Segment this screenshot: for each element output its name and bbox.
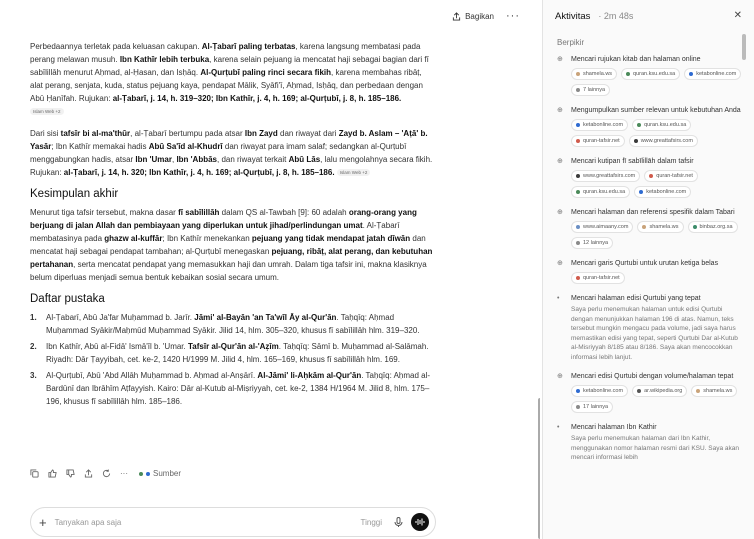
source-favicon-icon	[139, 472, 143, 476]
favicon-icon	[649, 174, 653, 178]
text-run: , lalu mengolahnya secara fikih. Rujukan:	[30, 155, 433, 177]
text-run: , al-Ṭabarī bertumpu pada atsar	[130, 129, 245, 138]
more-actions-icon[interactable]: ···	[120, 469, 128, 478]
source-chip-label: ketabonline.com	[646, 189, 687, 195]
source-chip[interactable]: Islam Web +2	[337, 169, 371, 176]
activity-panel	[543, 0, 754, 539]
text-run: Dari sisi	[30, 129, 61, 138]
source-list	[571, 272, 742, 284]
text-run: , karena langsung membatasi pada perang melawan musuh.	[30, 42, 421, 64]
thumbs-up-icon[interactable]	[48, 469, 57, 478]
source-list	[571, 68, 742, 96]
activity-step-body	[571, 208, 742, 249]
sources-button[interactable]	[139, 469, 181, 478]
copy-icon[interactable]	[30, 469, 39, 478]
plus-icon[interactable]: +	[39, 514, 47, 530]
activity-header	[555, 11, 633, 22]
bold-text: Zayd b. Aslam – 'Aṭā' b. Yasār	[30, 129, 428, 151]
source-chip-label: shamela.ws	[649, 224, 679, 230]
close-icon[interactable]: ✕	[733, 10, 742, 21]
bold-text: Ibn 'Umar	[135, 155, 172, 164]
activity-step	[557, 372, 742, 413]
globe-icon: ⊕	[557, 209, 563, 216]
source-chip[interactable]	[691, 385, 737, 397]
share-message-icon[interactable]	[84, 469, 93, 478]
source-chip[interactable]	[634, 186, 691, 198]
bold-text: Ibn Zayd	[244, 129, 278, 138]
bullet-icon: •	[557, 424, 560, 431]
source-chip[interactable]	[629, 135, 698, 147]
paragraph-1-text	[30, 42, 429, 103]
activity-step	[557, 423, 742, 463]
source-chip[interactable]	[571, 272, 625, 284]
activity-step-body	[571, 423, 742, 463]
favicon-icon	[576, 174, 580, 178]
reference-item	[30, 369, 435, 408]
microphone-icon[interactable]	[394, 517, 403, 527]
activity-step-title: Mencari halaman dan referensi spesifik dalam Tabari	[571, 209, 735, 216]
activity-duration: · 2m 48s	[598, 11, 634, 21]
text-run: ; Ibn Kathīr menekankan	[162, 234, 252, 243]
share-icon	[452, 12, 461, 21]
thumbs-down-icon[interactable]	[66, 469, 75, 478]
source-chip[interactable]	[571, 221, 633, 233]
activity-step-title: Mencari kutipan fī sabīlillāh dalam tafsir	[571, 158, 694, 165]
favicon-icon	[576, 389, 580, 393]
share-label: Bagikan	[465, 11, 494, 21]
bold-text: orang-orang yang berjuang di jalan Allah dan pembiayaan yang diperlukan untuk jihad/perlindungan umat	[30, 208, 417, 230]
source-chip[interactable]	[571, 186, 630, 198]
source-chip[interactable]	[632, 385, 687, 397]
reference-number: 2.	[30, 342, 37, 351]
assistant-message	[30, 40, 435, 411]
activity-step-title: Mencari halaman edisi Qurtubi yang tepat	[571, 295, 701, 302]
bold-text: Tafsīr al-Qur'ān al-'Aẓīm	[187, 342, 279, 351]
globe-icon: ⊕	[557, 107, 563, 114]
activity-step	[557, 208, 742, 249]
bold-text: pejuang yang tidak mendapat jatah dīwān	[251, 234, 411, 243]
source-chip-label: ar.wikipedia.org	[644, 388, 683, 394]
favicon-icon	[576, 88, 580, 92]
activity-step	[557, 55, 742, 96]
reference-item	[30, 340, 435, 366]
bold-text: Abū Sa'īd al-Khudrī	[148, 142, 223, 151]
reference-text	[46, 311, 435, 337]
source-list	[571, 170, 742, 198]
paragraph-2-text	[30, 129, 432, 177]
bold-text: al-Ṭabarī, j. 14, h. 320; Ibn Kathīr, j. 4, h. 169; al-Qurṭubī, j. 8, h. 185–186.	[63, 168, 335, 177]
source-chip-label: quran.ksu.edu.sa	[633, 71, 676, 77]
favicon-icon	[693, 225, 697, 229]
source-chip-label: www.greattafsirs.com	[583, 173, 636, 179]
activity-step-body	[571, 372, 742, 413]
bold-text: Al-Jāmi' li-Aḥkām al-Qur'ān	[257, 371, 362, 380]
bold-text: Ibn Kathīr lebih terbuka	[119, 55, 210, 64]
favicon-icon	[576, 405, 580, 409]
message-actions	[30, 469, 181, 478]
activity-step-title: Mencari edisi Qurtubi dengan volume/halaman tepat	[571, 373, 734, 380]
source-chip[interactable]	[621, 68, 680, 80]
favicon-icon	[576, 123, 580, 127]
favicon-icon	[576, 72, 580, 76]
source-chip[interactable]	[644, 170, 698, 182]
paragraph-2	[30, 127, 435, 179]
text-run: , karena membahas ribāṭ, alat perang, senjata, kuda, status pejuang kaya, pendapat Mālik, Syāfi'ī, Aḥmad, Isḥāq, dan perbedaan dengan Abū Ḥanīfah. Rujukan:	[30, 68, 423, 103]
bold-text: Al-Ṭabarī paling terbatas	[201, 42, 296, 51]
globe-icon: ⊕	[557, 260, 563, 267]
source-chip-label: 17 lainnya	[583, 404, 609, 410]
bold-text: al-Ṭabarī, j. 14, h. 319–320; Ibn Kathīr, j. 4, h. 169; al-Qurṭubī, j. 8, h. 185–186.	[112, 94, 402, 103]
thinking-label: Berpikir	[557, 38, 585, 47]
text-run: Al-Qurṭubī, Abū 'Abd Allāh Muḥammad b. Aḥmad al-Anṣārī.	[46, 371, 258, 380]
activity-step-body	[571, 259, 742, 284]
source-chip[interactable]	[571, 170, 640, 182]
source-chip-label: 7 lainnya	[583, 87, 606, 93]
activity-step-description: Saya perlu menemukan halaman untuk edisi Qurtubi dengan menunjukkan halaman 196 di atas. Namun, teks tersebut mungkin mengacu pada volume, jadi saya harus memastikan edisi yang tepat, seperti Qurtubi Dar al-Kutub al-Misriyyah 8/185 atau 8/186. Saya akan mencocokkan informasi lebih lanjut.	[571, 306, 738, 361]
source-chip-label: quran-tafsir.net	[656, 173, 693, 179]
globe-icon: ⊕	[557, 56, 563, 63]
text-run: . Taḥqīq: Aḥmad al-Bardūnī dan Ibrāhīm Aṭfayyish. Kairo: Dār al-Kutub al-Miṣriyyah, cet. ke-2, 1384 H/1964 M. Jilid 8, hlm. 175–196, khusus fī sabīlillāh hlm. 185–186.	[46, 371, 431, 406]
prompt-input[interactable]: Tanyakan apa saja	[54, 517, 122, 527]
references-heading: Daftar pustaka	[30, 293, 105, 305]
favicon-icon	[576, 225, 580, 229]
bold-text: ghazw al-kuffār	[104, 234, 163, 243]
chat-scrollbar[interactable]	[538, 398, 540, 539]
source-chip-label: 12 lainnya	[583, 240, 609, 246]
globe-icon: ⊕	[557, 373, 563, 380]
source-chip[interactable]	[571, 385, 628, 397]
source-chip-label: binbaz.org.sa	[699, 224, 733, 230]
bullet-icon: •	[557, 295, 560, 302]
text-run: . Taḥqīq: Aḥmad Muḥammad Syākir/Maḥmūd Muḥammad Syākir. Jilid 14, hlm. 305–320, khusus fī sabīlillāh hlm. 319–320.	[46, 313, 420, 335]
bold-text: fī sabīlillāh	[178, 208, 220, 217]
activity-step	[557, 106, 742, 147]
favicon-icon	[634, 139, 638, 143]
bold-text: Jāmi' al-Bayān 'an Ta'wīl Āy al-Qur'ān	[194, 313, 337, 322]
bold-text: Abū Lās	[288, 155, 321, 164]
source-list	[571, 221, 742, 249]
activity-step-description: Saya perlu menemukan halaman dari Ibn Kathir, menggunakan nomor halaman resmi dari KSU. Saya akan mencari informasi lebih	[571, 435, 740, 461]
text-run: ; Ibn Kathīr memakai hadis	[51, 142, 149, 151]
regenerate-icon[interactable]	[102, 469, 111, 478]
activity-step-title: Mencari rujukan kitab dan halaman online	[571, 56, 701, 63]
paragraph-1	[30, 40, 435, 118]
favicon-icon	[637, 123, 641, 127]
activity-step-body	[571, 106, 742, 147]
source-list	[571, 385, 742, 413]
favicon-icon	[689, 72, 693, 76]
activity-title: Aktivitas	[555, 11, 591, 22]
source-list	[571, 119, 742, 147]
source-chip[interactable]	[571, 237, 613, 249]
text-run: Al-Ṭabarī, Abū Ja'far Muḥammad b. Jarīr.	[46, 313, 195, 322]
source-chip[interactable]	[688, 221, 738, 233]
activity-step-body	[571, 157, 742, 198]
activity-step-title: Mengumpulkan sumber relevan untuk kebutuhan Anda	[571, 107, 741, 114]
reference-number: 1.	[30, 313, 37, 322]
favicon-icon	[576, 241, 580, 245]
reference-item	[30, 311, 435, 337]
source-favicon-icon	[146, 472, 150, 476]
text-run: , serta mencatat pendapat yang memasukkan haji dan umrah. Dalam tiga tafsir ini, makna klasiknya belum diperluas menjadi semua bentuk kebaikan sosial secara umum.	[30, 260, 427, 282]
share-button[interactable]	[452, 12, 494, 21]
text-run: Ibn Kathīr, Abū al-Fidā' Ismā'īl b. 'Umar.	[46, 342, 188, 351]
source-chip-label: shamela.ws	[703, 388, 733, 394]
source-chip[interactable]	[684, 68, 741, 80]
favicon-icon	[696, 389, 700, 393]
sources-label: Sumber	[153, 469, 182, 478]
source-chip-label: ketabonline.com	[696, 71, 737, 77]
source-chip-label: ketabonline.com	[583, 388, 624, 394]
references-list	[30, 311, 435, 408]
source-chip-label: quran.ksu.edu.sa	[644, 122, 687, 128]
text-run: Menurut tiga tafsir tersebut, makna dasar	[30, 208, 179, 217]
text-run: . Al-Ṭabarī membatasinya pada	[30, 221, 400, 243]
text-run: , dan riwayat terkait	[217, 155, 289, 164]
activity-step-title: Mencari garis Qurtubi untuk urutan ketiga belas	[571, 260, 719, 267]
reference-text	[46, 369, 435, 408]
bold-text: Ibn 'Abbās	[176, 155, 218, 164]
voice-mode-button[interactable]	[411, 513, 429, 531]
activity-step	[557, 294, 742, 362]
source-chip-label: shamela.ws	[583, 71, 613, 77]
model-selector[interactable]: Tinggi	[360, 517, 382, 527]
waveform-icon	[415, 518, 425, 526]
paragraph-3	[30, 206, 435, 284]
source-chip[interactable]	[637, 221, 683, 233]
source-chip[interactable]	[632, 119, 691, 131]
source-chip-label: www.aimaany.com	[583, 224, 629, 230]
activity-step-body	[571, 55, 742, 96]
more-options-button[interactable]: ···	[506, 10, 520, 22]
text-run: dan riwayat para imam salaf; sedangkan al-Qurṭubī menggabungkan hadis, atsar	[30, 142, 407, 164]
globe-icon: ⊕	[557, 158, 563, 165]
activity-scrollbar[interactable]	[742, 34, 746, 60]
bold-text: Al-Qurṭubī paling rinci secara fikih	[200, 68, 332, 77]
text-run: dan riwayat dari	[277, 129, 339, 138]
activity-steps	[557, 55, 742, 473]
source-chip-label: ketabonline.com	[583, 122, 624, 128]
text-run: Perbedaannya terletak pada keluasan cakupan.	[30, 42, 202, 51]
paragraph-3-text	[30, 208, 432, 282]
top-bar	[452, 10, 520, 22]
activity-step-title: Mencari halaman Ibn Kathir	[571, 424, 657, 431]
source-chip[interactable]	[571, 135, 625, 147]
favicon-icon	[637, 389, 641, 393]
activity-step-body	[571, 294, 742, 362]
conclusion-heading: Kesimpulan akhir	[30, 188, 119, 200]
text-run: , karena selain pejuang ia mencatat haji sebagai bagian dari fī sabīlillāh menurut Aḥmad, al-Ḥasan, dan Isḥāq.	[30, 55, 429, 77]
favicon-icon	[642, 225, 646, 229]
source-chip[interactable]	[571, 401, 613, 413]
text-run: . Taḥqīq: Sāmī b. Muḥammad al-Salāmah. Riyadh: Dār Ṭayyibah, cet. ke-2, 1420 H/1999 M. Jilid 4, hlm. 165–169, khusus fī sabīlillāh hlm. 169.	[46, 342, 429, 364]
favicon-icon	[626, 72, 630, 76]
source-chip-label: www.greattafsirs.com	[640, 138, 693, 144]
source-chip[interactable]	[571, 119, 628, 131]
source-chip-label: quran-tafsir.net	[583, 138, 620, 144]
composer[interactable]	[30, 507, 436, 537]
source-chip[interactable]	[571, 84, 610, 96]
source-chip-label: quran.ksu.edu.sa	[583, 189, 626, 195]
source-chip[interactable]	[571, 68, 617, 80]
bold-text: tafsīr bi al-ma'thūr	[60, 129, 131, 138]
text-run: dan mencatat haji sebagai pendapat tambahan; al-Qurṭubī menegaskan	[30, 234, 426, 256]
bold-text: pejuang, ribāṭ, alat perang, dan kebutuhan pertahanan	[30, 247, 433, 269]
source-chip-label: quran-tafsir.net	[583, 275, 620, 281]
favicon-icon	[576, 190, 580, 194]
favicon-icon	[576, 276, 580, 280]
reference-text	[46, 340, 435, 366]
text-run: ,	[171, 155, 177, 164]
favicon-icon	[639, 190, 643, 194]
text-run: dalam QS al-Tawbah [9]: 60 adalah	[219, 208, 349, 217]
activity-step	[557, 259, 742, 284]
activity-step	[557, 157, 742, 198]
source-chip[interactable]: Islam Web +2	[30, 108, 64, 115]
reference-number: 3.	[30, 371, 37, 380]
favicon-icon	[576, 139, 580, 143]
